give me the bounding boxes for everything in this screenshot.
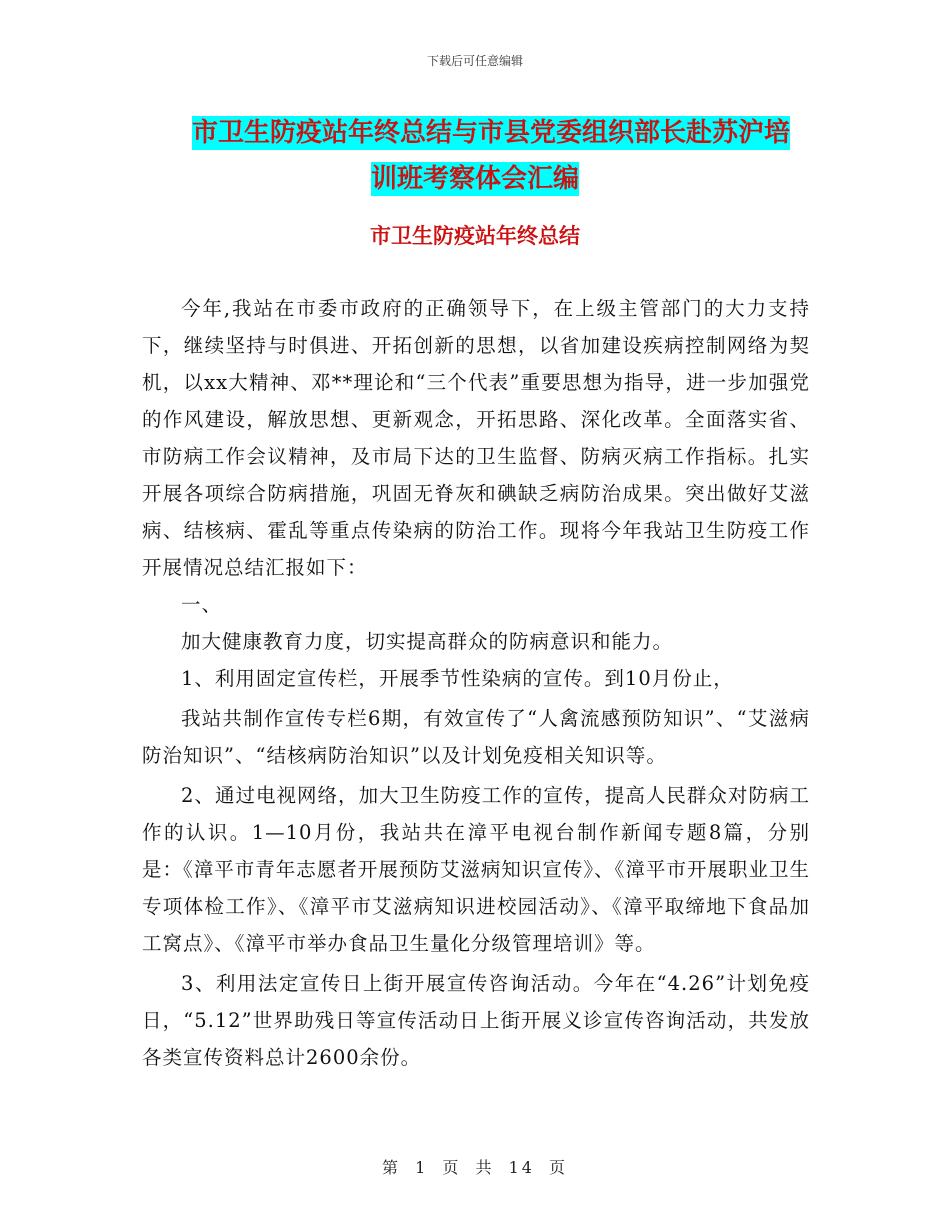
footer-total-unit: 页 [549,1158,569,1177]
page-footer [0,1155,950,1178]
title-highlight-2: 训班考察体会汇编 [370,164,579,194]
paragraph-item-1: 1、利用固定宣传栏，开展季节性染病的宣传。到10月份止， [181,667,734,690]
footer-total-prefix: 共 [475,1158,495,1177]
paragraph-item-3: 3、利用法定宣传日上街开展宣传咨询活动。今年在“4.26”计划免疫日，“5.12”世界助残日等宣传活动日上街开展义诊宣传咨询活动，共发放各类宣传资料总计2600余份。 [142,972,810,1069]
document-title [140,110,810,202]
footer-page-unit: 页 [442,1158,462,1177]
paragraph-intro: 今年,我站在市委市政府的正确领导下，在上级主管部门的大力支持下，继续坚持与时俱进、开拓创新的思想，以省加建设疾病控制网络为契机，以xx大精神、邓**理论和“三个代表”重要思想为指导，进一步加强党的作风建设，解放思想、更新观念，开拓思路、深化改革。全面落实省、市防病工作会议精神，及市局下达的卫生监督、防病灭病工作指标。扎实开展各项综合防病措施，巩固无脊灰和碘缺乏病防治成果。突出做好艾滋病、结核病、霍乱等重点传染病的防治工作。现将今年我站卫生防疫工作开展情况总结汇报如下： [142,297,810,579]
paragraph-item-2: 2、通过电视网络，加大卫生防疫工作的宣传，提高人民群众对防病工作的认识。1—10月份，我站共在漳平电视台制作新闻专题8篇，分别是：《漳平市青年志愿者开展预防艾滋病知识宣传》、《漳平市开展职业卫生专项体检工作》、《漳平市艾滋病知识进校园活动》、《漳平取缔地下食品加工窝点》、《漳平市举办食品卫生量化分级管理培训》等。 [142,784,810,955]
section-title: 市卫生防疫站年终总结 [370,224,580,248]
document-title-line-2 [140,156,810,202]
footer-prefix: 第 [381,1158,401,1177]
title-highlight-1: 市卫生防疫站年终总结与市县党委组织部长赴苏沪培 [192,118,791,148]
paragraph-heading-one: 一、 [181,593,223,616]
footer-page-number: 1 [415,1158,429,1177]
document-title-line-1 [140,110,810,156]
paragraph-item-1-cont: 我站共制作宣传专栏6期，有效宣传了“人禽流感预防知识”、“艾滋病防治知识”、“结核病防治知识”以及计划免疫相关知识等。 [142,707,810,767]
body-text [142,290,810,1076]
footer-total-pages: 14 [508,1158,535,1177]
paragraph-heading-text: 加大健康教育力度，切实提高群众的防病意识和能力。 [181,630,674,653]
header-note: 下载后可任意编辑 [426,54,523,68]
